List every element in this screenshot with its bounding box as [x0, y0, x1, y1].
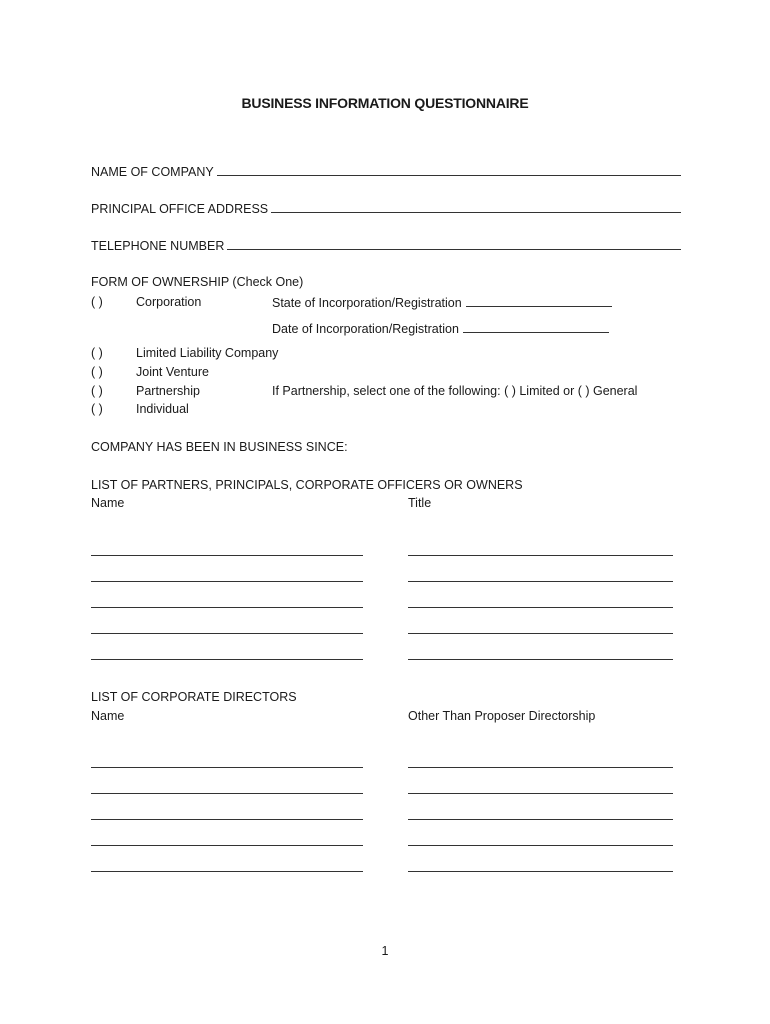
directors-name-header: Name	[91, 709, 125, 723]
telephone-line[interactable]	[227, 237, 681, 250]
company-name-line[interactable]	[217, 163, 681, 176]
partner-name-line[interactable]	[91, 555, 363, 556]
telephone-field[interactable]	[91, 237, 681, 253]
date-of-incorporation-label: Date of Incorporation/Registration	[272, 322, 459, 336]
partner-title-line[interactable]	[408, 633, 673, 634]
state-of-incorporation-line[interactable]	[466, 295, 612, 307]
individual-checkbox[interactable]: ( )	[91, 402, 103, 416]
corporation-checkbox[interactable]: ( )	[91, 295, 103, 309]
business-since-label: COMPANY HAS BEEN IN BUSINESS SINCE:	[91, 440, 348, 454]
principal-office-line[interactable]	[271, 200, 681, 213]
company-name-field[interactable]	[91, 163, 681, 179]
director-other-line[interactable]	[408, 793, 673, 794]
joint-venture-checkbox[interactable]: ( )	[91, 365, 103, 379]
partnership-type-selector[interactable]: If Partnership, select one of the following: ( ) Limited or ( ) General	[272, 384, 638, 398]
director-other-line[interactable]	[408, 819, 673, 820]
company-name-label: NAME OF COMPANY	[91, 165, 214, 179]
state-of-incorporation-field[interactable]	[272, 295, 612, 310]
director-name-line[interactable]	[91, 793, 363, 794]
director-name-line[interactable]	[91, 845, 363, 846]
director-other-line[interactable]	[408, 767, 673, 768]
principal-office-label: PRINCIPAL OFFICE ADDRESS	[91, 202, 269, 216]
directors-heading: LIST OF CORPORATE DIRECTORS	[91, 690, 297, 704]
joint-venture-label: Joint Venture	[136, 365, 209, 379]
state-of-incorporation-label: State of Incorporation/Registration	[272, 296, 462, 310]
llc-label: Limited Liability Company	[136, 346, 279, 360]
director-other-line[interactable]	[408, 845, 673, 846]
partner-name-line[interactable]	[91, 659, 363, 660]
telephone-label: TELEPHONE NUMBER	[91, 239, 225, 253]
director-name-line[interactable]	[91, 871, 363, 872]
page-number: 1	[381, 944, 389, 958]
director-name-line[interactable]	[91, 767, 363, 768]
partner-name-line[interactable]	[91, 581, 363, 582]
partnership-checkbox[interactable]: ( )	[91, 384, 103, 398]
partner-title-line[interactable]	[408, 607, 673, 608]
date-of-incorporation-line[interactable]	[463, 321, 609, 333]
corporation-label: Corporation	[136, 295, 202, 309]
partners-heading: LIST OF PARTNERS, PRINCIPALS, CORPORATE OFFICERS OR OWNERS	[91, 478, 523, 492]
llc-checkbox[interactable]: ( )	[91, 346, 103, 360]
date-of-incorporation-field[interactable]	[272, 321, 609, 336]
partnership-label: Partnership	[136, 384, 200, 398]
director-name-line[interactable]	[91, 819, 363, 820]
partner-title-line[interactable]	[408, 659, 673, 660]
partner-title-line[interactable]	[408, 555, 673, 556]
individual-label: Individual	[136, 402, 189, 416]
director-other-line[interactable]	[408, 871, 673, 872]
partner-title-line[interactable]	[408, 581, 673, 582]
document-title: BUSINESS INFORMATION QUESTIONNAIRE	[241, 95, 529, 111]
partner-name-line[interactable]	[91, 633, 363, 634]
ownership-heading: FORM OF OWNERSHIP (Check One)	[91, 275, 304, 289]
partner-name-line[interactable]	[91, 607, 363, 608]
partners-title-header: Title	[408, 496, 432, 510]
directors-other-header: Other Than Proposer Directorship	[408, 709, 596, 723]
partners-name-header: Name	[91, 496, 125, 510]
principal-office-field[interactable]	[91, 200, 681, 216]
